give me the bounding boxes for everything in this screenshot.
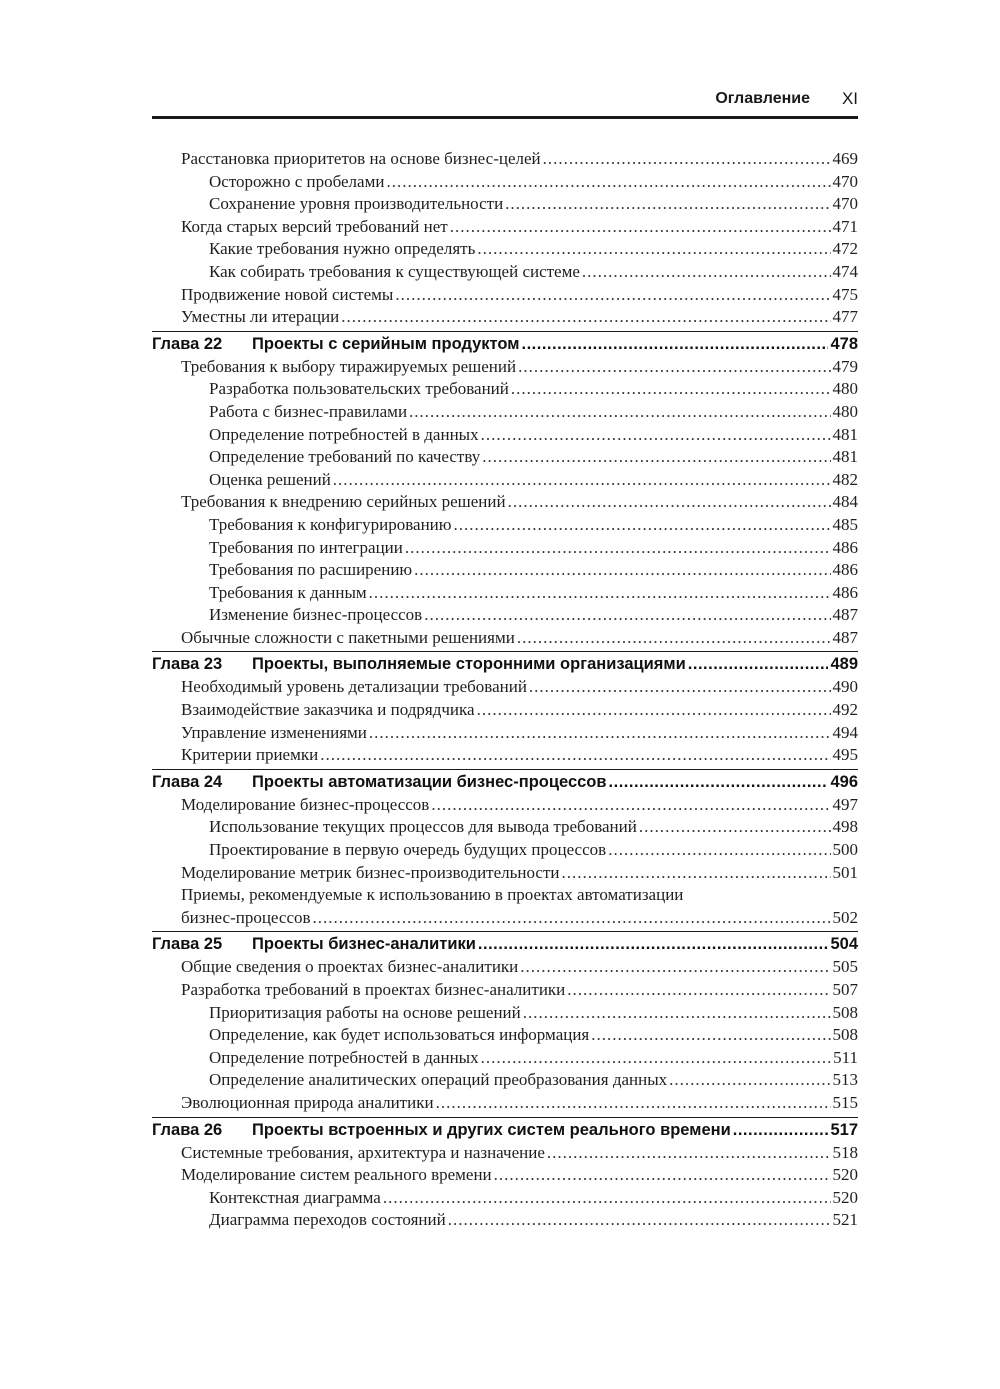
dot-leader xyxy=(688,652,829,676)
page-number: 481 xyxy=(832,424,858,444)
entry-title: Моделирование бизнес-процессов xyxy=(181,794,430,814)
table-of-contents xyxy=(152,148,858,1232)
entry-title: Определение потребностей в данных xyxy=(209,424,479,444)
toc-subsection-entry[interactable] xyxy=(152,193,858,216)
dot-leader xyxy=(639,816,831,839)
entry-title: Когда старых версий требований нет xyxy=(181,216,448,236)
page-number: 507 xyxy=(832,980,858,999)
entry-title: Использование текущих процессов для вывода требований xyxy=(209,817,637,837)
entry-title: Требования к конфигурированию xyxy=(209,514,452,534)
dot-leader xyxy=(477,699,831,722)
page-number: 500 xyxy=(832,840,858,860)
page-number: 486 xyxy=(832,582,858,602)
chapter-title: Проекты, выполняемые сторонними организациями xyxy=(252,655,686,674)
entry-title: Взаимодействие заказчика и подрядчика xyxy=(181,700,475,720)
chapter-title: Проекты с серийным продуктом xyxy=(252,334,520,353)
chapter-number: Глава 26 xyxy=(152,1120,223,1139)
page-number: 486 xyxy=(832,537,858,557)
entry-title: Критерии приемки xyxy=(181,745,319,765)
dot-leader xyxy=(521,332,828,356)
dot-leader xyxy=(543,148,831,171)
page-number: 480 xyxy=(832,379,858,399)
entry-title: Требования по расширению xyxy=(209,560,413,580)
dot-leader xyxy=(436,1092,831,1115)
entry-title: Определение, как будет использоваться информация xyxy=(209,1025,590,1045)
dot-leader xyxy=(608,839,830,862)
page-number: 496 xyxy=(830,772,858,791)
page-number: 498 xyxy=(832,817,858,837)
dot-leader xyxy=(414,559,830,582)
dot-leader xyxy=(609,770,829,794)
dot-leader xyxy=(511,378,831,401)
entry-title: Необходимый уровень детализации требований xyxy=(181,677,527,697)
entry-title: Эволюционная природа аналитики xyxy=(181,1092,434,1112)
chapter-title: Проекты бизнес-аналитики xyxy=(252,935,476,954)
dot-leader xyxy=(453,514,830,537)
page-number: 470 xyxy=(832,171,858,191)
page-number: 480 xyxy=(832,401,858,421)
toc-chapter-entry[interactable] xyxy=(152,651,858,676)
toc-section-entry[interactable] xyxy=(152,979,858,1002)
entry-title: Требования к выбору тиражируемых решений xyxy=(181,356,517,376)
page-number: 511 xyxy=(833,1047,858,1067)
toc-subsection-entry[interactable] xyxy=(152,1187,858,1210)
dot-leader xyxy=(477,238,830,261)
toc-subsection-entry[interactable] xyxy=(152,537,858,560)
page-number: 495 xyxy=(832,745,858,765)
page-number: 515 xyxy=(832,1092,858,1112)
page-number: 518 xyxy=(832,1142,858,1162)
dot-leader xyxy=(494,1164,831,1187)
dot-leader xyxy=(478,932,829,956)
entry-title: Обычные сложности с пакетными решениями xyxy=(181,627,515,647)
entry-title: Системные требования, архитектура и назначение xyxy=(181,1142,545,1162)
page-number: 477 xyxy=(832,307,858,327)
page-number: 471 xyxy=(832,216,858,236)
dot-leader xyxy=(383,1187,831,1210)
entry-title: Разработка пользовательских требований xyxy=(209,379,509,399)
page-number: 489 xyxy=(830,655,858,674)
dot-leader xyxy=(518,356,830,379)
entry-title: Контекстная диаграмма xyxy=(209,1187,381,1207)
entry-title: Проектирование в первую очередь будущих процессов xyxy=(209,840,607,860)
dot-leader xyxy=(582,261,831,284)
dot-leader xyxy=(508,491,831,514)
toc-subsection-entry[interactable] xyxy=(152,604,858,627)
entry-title: Сохранение уровня производительности xyxy=(209,194,504,214)
entry-title: Требования по интеграции xyxy=(209,537,403,557)
page-number: 490 xyxy=(832,677,858,697)
chapter-number: Глава 22 xyxy=(152,334,223,353)
page-number: 481 xyxy=(832,447,858,467)
toc-subsection-entry[interactable] xyxy=(152,839,858,862)
toc-section-entry[interactable] xyxy=(152,722,858,745)
entry-title: Приоритизация работы на основе решений xyxy=(209,1002,521,1022)
entry-title: Приемы, рекомендуемые к использованию в проектах автоматизации xyxy=(181,885,684,905)
toc-section-entry[interactable] xyxy=(152,1092,858,1115)
entry-title: Уместны ли итерации xyxy=(181,307,340,327)
chapter-number: Глава 24 xyxy=(152,772,223,791)
page-number: 520 xyxy=(832,1187,858,1207)
page-number: 474 xyxy=(832,261,858,281)
page-number: 501 xyxy=(832,862,858,882)
chapter-title: Проекты встроенных и других систем реального времени xyxy=(252,1120,731,1139)
page-number: 484 xyxy=(832,492,858,512)
header-title: Оглавление xyxy=(715,90,810,107)
dot-leader xyxy=(333,469,831,492)
toc-subsection-entry[interactable] xyxy=(152,261,858,284)
page-number: 472 xyxy=(832,239,858,259)
header-page-number: XI xyxy=(841,89,858,108)
toc-subsection-entry[interactable] xyxy=(152,1209,858,1232)
toc-section-entry[interactable] xyxy=(152,794,858,817)
page-number: 520 xyxy=(832,1165,858,1185)
toc-subsection-entry[interactable] xyxy=(152,171,858,194)
toc-entry-continuation[interactable] xyxy=(152,907,858,930)
entry-title: Продвижение новой системы xyxy=(181,284,394,304)
toc-subsection-entry[interactable] xyxy=(152,424,858,447)
dot-leader xyxy=(431,794,830,817)
toc-subsection-entry[interactable] xyxy=(152,401,858,424)
page-number: 487 xyxy=(832,605,858,625)
toc-subsection-entry[interactable] xyxy=(152,1002,858,1025)
page-number: 504 xyxy=(830,935,858,954)
page-number: 469 xyxy=(832,149,858,168)
entry-title: Как собирать требования к существующей системе xyxy=(209,261,580,281)
dot-leader xyxy=(409,401,830,424)
toc-section-entry[interactable] xyxy=(152,284,858,307)
entry-title: Работа с бизнес-правилами xyxy=(209,401,408,421)
toc-subsection-entry[interactable] xyxy=(152,446,858,469)
page-number: 502 xyxy=(832,907,858,927)
toc-section-entry[interactable] xyxy=(152,1142,858,1165)
toc-subsection-entry[interactable] xyxy=(152,816,858,839)
dot-leader xyxy=(517,627,831,650)
entry-title: Определение требований по качеству xyxy=(209,447,481,467)
toc-section-entry[interactable] xyxy=(152,491,858,514)
toc-entry[interactable] xyxy=(152,884,858,907)
dot-leader xyxy=(591,1024,830,1047)
dot-leader xyxy=(523,1002,831,1025)
dot-leader xyxy=(313,907,831,930)
entry-title: Моделирование метрик бизнес-производительности xyxy=(181,862,560,882)
entry-title: Определение потребностей в данных xyxy=(209,1047,479,1067)
dot-leader xyxy=(320,744,830,767)
page-number: 475 xyxy=(832,284,858,304)
toc-subsection-entry[interactable] xyxy=(152,1047,858,1070)
running-header xyxy=(152,88,858,119)
toc-section-entry[interactable] xyxy=(152,306,858,329)
toc-chapter-entry[interactable] xyxy=(152,931,858,956)
chapter-number: Глава 25 xyxy=(152,935,223,954)
toc-chapter-entry[interactable] xyxy=(152,331,858,356)
entry-title: Осторожно с пробелами xyxy=(209,171,385,191)
toc-subsection-entry[interactable] xyxy=(152,238,858,261)
page-number: 508 xyxy=(832,1002,858,1022)
dot-leader xyxy=(448,1209,831,1232)
dot-leader xyxy=(395,284,830,307)
dot-leader xyxy=(369,582,831,605)
dot-leader xyxy=(481,1047,832,1070)
page-number: 508 xyxy=(832,1025,858,1045)
entry-title-continuation: бизнес-процессов xyxy=(181,907,311,927)
toc-section-entry[interactable] xyxy=(152,699,858,722)
toc-section-entry[interactable] xyxy=(152,744,858,767)
page-number: 486 xyxy=(832,560,858,580)
page-number: 485 xyxy=(832,514,858,534)
dot-leader xyxy=(450,216,831,239)
page-number: 479 xyxy=(832,356,858,376)
page-number: 517 xyxy=(830,1120,858,1139)
toc-section-entry[interactable] xyxy=(152,627,858,650)
dot-leader xyxy=(481,424,831,447)
toc-subsection-entry[interactable] xyxy=(152,559,858,582)
entry-title: Диаграмма переходов состояний xyxy=(209,1210,446,1230)
toc-section-entry[interactable] xyxy=(152,148,858,171)
dot-leader xyxy=(405,537,831,560)
toc-subsection-entry[interactable] xyxy=(152,469,858,492)
toc-section-entry[interactable] xyxy=(152,356,858,379)
dot-leader xyxy=(733,1118,829,1142)
chapter-title: Проекты автоматизации бизнес-процессов xyxy=(252,772,607,791)
entry-title: Разработка требований в проектах бизнес-аналитики xyxy=(181,980,566,999)
entry-title: Какие требования нужно определять xyxy=(209,239,476,259)
entry-title: Определение аналитических операций преобразования данных xyxy=(209,1070,668,1090)
page-number: 478 xyxy=(830,334,858,353)
entry-title: Требования к внедрению серийных решений xyxy=(181,492,506,512)
toc-subsection-entry[interactable] xyxy=(152,514,858,537)
page-number: 513 xyxy=(832,1070,858,1090)
dot-leader xyxy=(341,306,830,329)
entry-title: Изменение бизнес-процессов xyxy=(209,605,423,625)
toc-subsection-entry[interactable] xyxy=(152,1024,858,1047)
toc-subsection-entry[interactable] xyxy=(152,378,858,401)
dot-leader xyxy=(520,956,830,979)
entry-title: Общие сведения о проектах бизнес-аналитики xyxy=(181,957,519,977)
dot-leader xyxy=(529,676,831,699)
dot-leader xyxy=(567,979,830,1002)
page-number: 487 xyxy=(832,627,858,647)
toc-section-entry[interactable] xyxy=(152,1164,858,1187)
toc-subsection-entry[interactable] xyxy=(152,582,858,605)
toc-chapter-entry[interactable] xyxy=(152,1117,858,1142)
dot-leader xyxy=(482,446,830,469)
toc-section-entry[interactable] xyxy=(152,216,858,239)
entry-title: Расстановка приоритетов на основе бизнес-целей xyxy=(181,149,541,168)
entry-title: Требования к данным xyxy=(209,582,367,602)
toc-chapter-entry[interactable] xyxy=(152,769,858,794)
page-number: 505 xyxy=(832,957,858,977)
dot-leader xyxy=(424,604,830,627)
page-number: 494 xyxy=(832,722,858,742)
entry-title: Моделирование систем реального времени xyxy=(181,1165,492,1185)
chapter-number: Глава 23 xyxy=(152,655,223,674)
toc-section-entry[interactable] xyxy=(152,862,858,885)
page-number: 521 xyxy=(832,1210,858,1230)
toc-subsection-entry[interactable] xyxy=(152,1069,858,1092)
entry-title: Оценка решений xyxy=(209,469,331,489)
dot-leader xyxy=(669,1069,830,1092)
toc-section-entry[interactable] xyxy=(152,956,858,979)
dot-leader xyxy=(561,862,830,885)
toc-section-entry[interactable] xyxy=(152,676,858,699)
page-number: 492 xyxy=(832,700,858,720)
dot-leader xyxy=(386,171,830,194)
page-number: 470 xyxy=(832,194,858,214)
page-number: 482 xyxy=(832,469,858,489)
dot-leader xyxy=(505,193,830,216)
page-number: 497 xyxy=(832,794,858,814)
entry-title: Управление изменениями xyxy=(181,722,367,742)
dot-leader xyxy=(547,1142,831,1165)
dot-leader xyxy=(369,722,831,745)
